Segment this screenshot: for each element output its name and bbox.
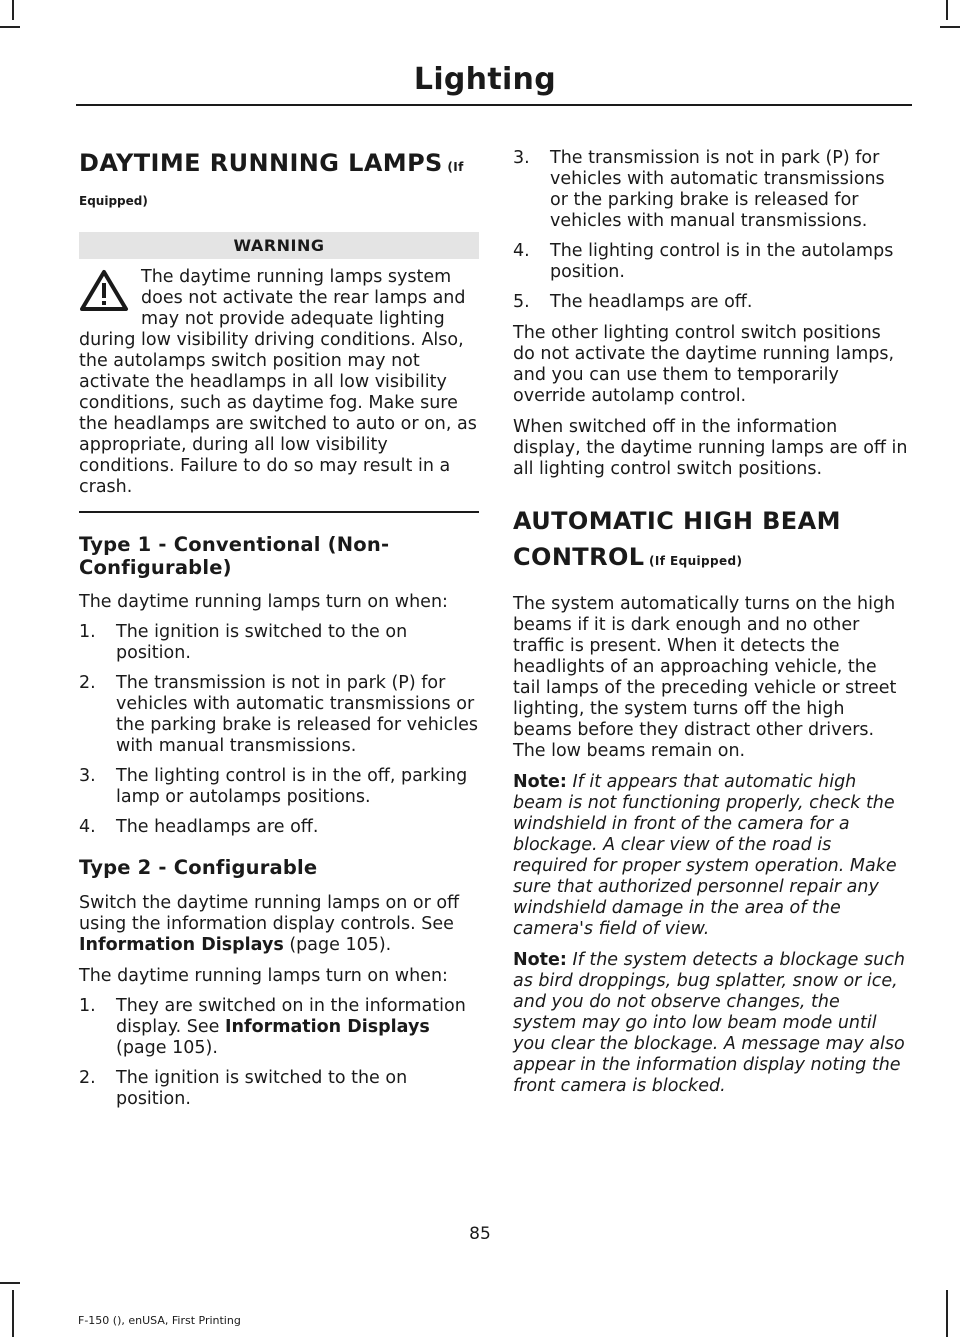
list-number: 4.: [513, 241, 530, 261]
crop-mark: [12, 1290, 14, 1337]
heading-qualifier: (If Equipped): [644, 554, 743, 568]
list-text: The transmission is not in park (P) for vehicles with automatic transmissions or the parking brake is released for vehicles with manual transmissions.: [550, 148, 885, 231]
list-item: [513, 241, 908, 283]
note-text: If it appears that automatic high beam is not functioning properly, check the windshield in front of the camera for a blockage. A clear view of the road is required for proper system operation. Make sure that authorized personnel repair any windshield damage in the area of the camera's field of view.: [513, 772, 897, 939]
note-text: If the system detects a blockage such as bird droppings, bug splatter, snow or ice, and you do not observe changes, the system may go into low beam mode until you clear the blockage. A message may also appear in the information display noting the front camera is blocked.: [513, 950, 905, 1096]
list-number: 3.: [513, 148, 530, 168]
heading-qualifier-line2: Equipped): [79, 194, 148, 208]
list-item: [79, 766, 479, 808]
list-item: [79, 996, 479, 1059]
list-text: The ignition is switched to the on position.: [116, 1067, 408, 1109]
list-text: The lighting control is in the autolamps position.: [550, 241, 894, 282]
list-text: The headlamps are off.: [116, 816, 319, 837]
list-item: [79, 622, 479, 664]
section-title: Lighting: [413, 62, 556, 97]
list-number: 1.: [79, 621, 96, 642]
type1-intro: The daytime running lamps turn on when:: [79, 591, 448, 612]
page-number: 85: [469, 1224, 491, 1244]
list-item: [79, 673, 479, 757]
paragraph: The system automatically turns on the high beams if it is dark enough and no other traffic is present. When it detects the headlights of an approaching vehicle, the tail lamps of the preceding vehicle or street lighting, the system turns off the high beams before they distract other drivers. The low beams remain on.: [513, 594, 897, 761]
type2-intro: The daytime running lamps turn on when:: [79, 965, 448, 986]
crop-mark: [0, 26, 20, 28]
warning-text: The daytime running lamps system does not activate the rear lamps and may not provide adequate lighting during low visibility driving conditions. Also, the autolamps switch position may not activate the headlamps in all low visibility conditions, such as daytime fog. Make sure the headlamps are switched to auto or on, as appropriate, during all low visibility conditions. Failure to do so may result in a crash.: [79, 267, 477, 497]
note: [513, 772, 908, 940]
header-divider: [76, 104, 912, 106]
paragraph: When switched off in the information display, the daytime running lamps are off in all lighting control switch positions.: [513, 417, 908, 479]
edition-info: F-150 (), enUSA, First Printing: [78, 1314, 241, 1327]
list-number: 3.: [79, 765, 96, 786]
list-item: [79, 817, 479, 838]
right-column: [513, 148, 908, 1097]
continued-list: [513, 148, 908, 313]
list-number: 1.: [79, 995, 96, 1016]
list-text: (page 105).: [116, 1037, 218, 1058]
list-text: The headlamps are off.: [550, 292, 753, 312]
crop-mark: [946, 0, 948, 20]
list-text: The transmission is not in park (P) for vehicles with automatic transmissions or the parking brake is released for vehicles with manual transmissions.: [116, 672, 479, 756]
type1-list: [79, 622, 479, 838]
type2-paragraph: [79, 893, 479, 956]
warning-triangle-icon: [79, 269, 129, 313]
type1-heading: Type 1 - Conventional (Non-Configurable): [79, 532, 390, 579]
list-text: The lighting control is in the off, parking lamp or autolamps positions.: [116, 765, 468, 807]
left-column: [79, 148, 479, 1110]
information-displays-link[interactable]: Information Displays: [224, 1016, 430, 1037]
list-item: [79, 1068, 479, 1110]
crop-mark: [946, 1290, 948, 1337]
note-label: Note:: [513, 950, 567, 970]
heading-text: CONTROL: [513, 543, 645, 571]
type2-list: [79, 996, 479, 1110]
list-number: 2.: [79, 1067, 96, 1088]
note: [513, 950, 908, 1097]
warning-block: [79, 267, 479, 498]
crop-mark: [12, 0, 14, 20]
heading-text: DAYTIME RUNNING LAMPS: [79, 149, 443, 177]
warning-banner: WARNING: [79, 232, 479, 259]
heading-qualifier: (If: [442, 160, 464, 174]
daytime-running-lamps-heading: [79, 148, 479, 182]
automatic-high-beam-heading-line2: [513, 542, 908, 576]
list-item: [513, 148, 908, 232]
list-item: [513, 292, 908, 313]
warning-divider: [79, 511, 479, 513]
information-displays-link[interactable]: Information Displays: [79, 934, 284, 955]
type2-heading: Type 2 - Configurable: [79, 855, 318, 879]
paragraph-text: Switch the daytime running lamps on or off using the information display controls. See: [79, 892, 460, 934]
list-number: 2.: [79, 672, 96, 693]
paragraph: The other lighting control switch positions do not activate the daytime running lamps, and you can use them to temporarily override autolamp control.: [513, 323, 895, 406]
list-text: The ignition is switched to the on position.: [116, 621, 408, 663]
crop-mark: [0, 1282, 20, 1284]
paragraph-text: (page 105).: [283, 934, 392, 955]
list-number: 5.: [513, 292, 530, 312]
list-text: They are switched on in the information display. See: [116, 995, 466, 1037]
list-number: 4.: [79, 816, 96, 837]
crop-mark: [940, 26, 960, 28]
automatic-high-beam-heading: AUTOMATIC HIGH BEAM: [513, 507, 841, 535]
note-label: Note:: [513, 772, 567, 792]
